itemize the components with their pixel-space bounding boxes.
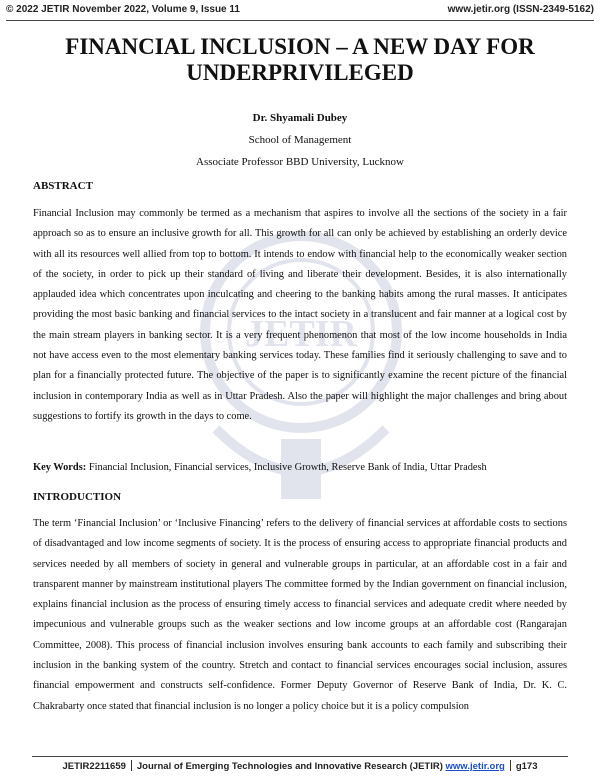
footer-journal-name: Journal of Emerging Technologies and Innovative Research (JETIR) [136, 761, 443, 772]
footer-page-number: g173 [515, 761, 538, 772]
keywords-line [33, 462, 573, 473]
header-journal-info: © 2022 JETIR November 2022, Volume 9, Issue 11 [6, 4, 240, 15]
header-site-link[interactable]: www.jetir.org (ISSN-2349-5162) [447, 4, 594, 15]
abstract-text: Financial Inclusion may commonly be termed as a mechanism that aspires to involve all the sections of the society in a fair approach so as to ensure an inclusive growth for all. This growth for all can only be achieved by establishing an orderly device with all its resources well allied from top to bottom. It intends to endow with financial help to the economically weaker section of the society, in order to pick up their standard of living and liberate their development. Besides, it is also internationally applauded idea which concentrates upon inculcating and cheering to the banking habits among the rural masses. It anticipates providing the most basic banking and financial services to the intact society in a translucent and fair manner at a logical cost by the main stream players in banking sector. It is a very frequent phenomenon that most of the low income households in India not have access even to the most elementary banking services today. These families find it seriously challenging to save and to plan for a financially protected future. The objective of the paper is to significantly examine the recent picture of the financial inclusion in contemporary India as well as in Uttar Pradesh. Also the paper will highlight the major challenges and bring about suggestions to fortify its growth in the days to come. [33, 208, 567, 422]
running-header [6, 4, 594, 18]
footer-separator [131, 760, 132, 771]
keywords-text: Financial Inclusion, Financial services, Inclusive Growth, Reserve Bank of India, Uttar Pradesh [88, 462, 487, 473]
author-block [0, 107, 600, 173]
abstract-heading: ABSTRACT [33, 180, 93, 192]
author-name: Dr. Shyamali Dubey [252, 112, 348, 124]
header-divider [6, 20, 594, 21]
page-footer [0, 760, 600, 772]
footer-site-link[interactable]: www.jetir.org [445, 761, 505, 772]
author-position: Associate Professor BBD University, Lucknow [196, 156, 404, 168]
footer-divider [32, 756, 568, 757]
introduction-heading: INTRODUCTION [33, 491, 122, 503]
title-line-2: UNDERPRIVILEGED [186, 60, 414, 85]
footer-separator [510, 760, 511, 771]
paper-title [20, 34, 580, 86]
title-line-1: FINANCIAL INCLUSION – A NEW DAY FOR [65, 34, 535, 59]
author-department: School of Management [248, 134, 352, 146]
watermark-text: JETIR [245, 313, 357, 355]
keywords-label: Key Words: [33, 462, 87, 473]
footer-paper-id: JETIR2211659 [62, 761, 126, 772]
introduction-text: The term ‘Financial Inclusion’ or ‘Inclusive Financing’ refers to the delivery of financial services at affordable costs to sections of disadvantaged and low income segments of society. It is the process of ensuring access to appropriate financial products and services needed by all members of society in general and vulnerable groups in particular, at an affordable cost in a fair and transparent manner by mainstream institutional players The committee formed by the Indian government on financial inclusion, explains financial inclusion as the process of ensuring timely access to financial services and adequate credit where needed by impecunious and vulnerable groups such as the weaker sections and low income groups at an affordable cost (Rangarajan Committee, 2008). This process of financial inclusion involves ensuring bank accounts to each family and subscribing their inclusion in the banking system of the country. Stretch and contact to financial services encourages social inclusion, assures financial empowerment and constructs self-confidence. Former Deputy Governor of Reserve Bank of India, Dr. K. C. Chakrabarty once stated that financial inclusion is no longer a policy choice but it is a policy compulsion [33, 518, 567, 712]
